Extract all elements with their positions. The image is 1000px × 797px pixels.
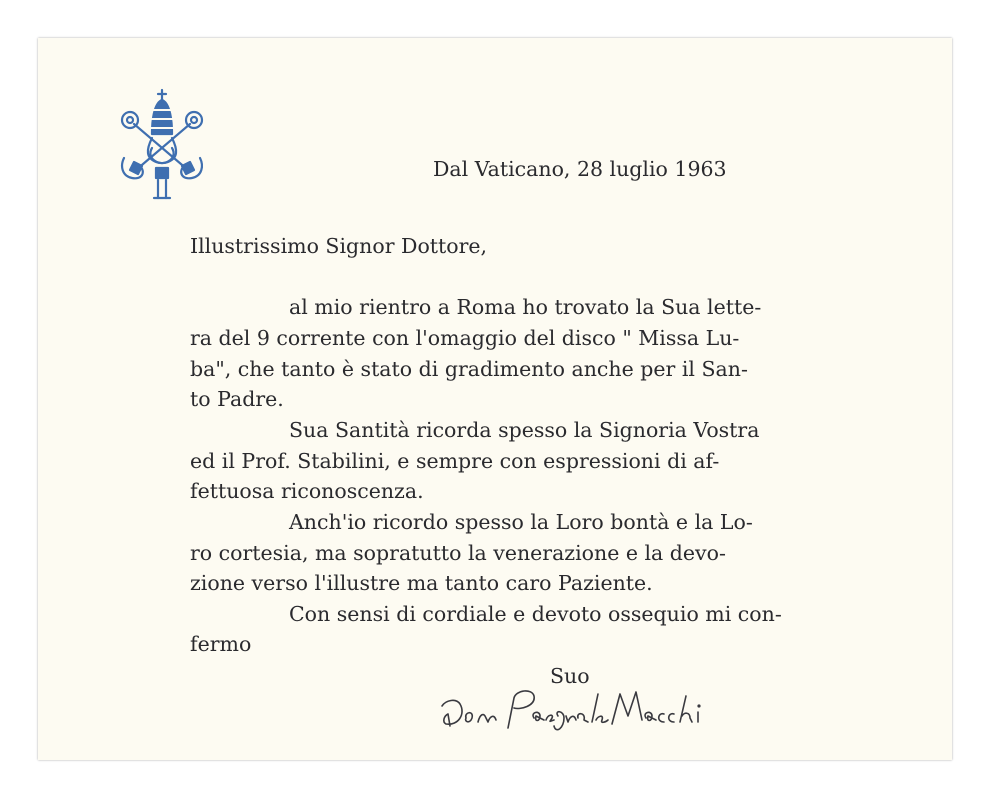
body-line: al mio rientro a Roma ho trovato la Sua lette-: [289, 295, 762, 319]
body-line: zione verso l'illustre ma tanto caro Paziente.: [190, 571, 653, 595]
handwritten-signature: [436, 676, 836, 736]
body-line: ro cortesia, ma sopratutto la venerazione e la devo-: [190, 541, 726, 565]
body-line: Sua Santità ricorda spesso la Signoria Vostra: [289, 418, 760, 442]
body-line: ed il Prof. Stabilini, e sempre con espressioni di af-: [190, 449, 720, 473]
body-line: ra del 9 corrente con l'omaggio del disco " Missa Lu-: [190, 326, 740, 350]
body-line: ba", che tanto è stato di gradimento anche per il San-: [190, 357, 748, 381]
body-line: fermo: [190, 632, 252, 656]
body-line: fettuosa riconoscenza.: [190, 479, 424, 503]
salutation: Illustrissimo Signor Dottore,: [190, 234, 488, 258]
place-date: Dal Vaticano, 28 luglio 1963: [433, 157, 727, 181]
papal-coat-of-arms-icon: [116, 88, 208, 202]
body-line: Anch'io ricordo spesso la Loro bontà e la Lo-: [289, 510, 753, 534]
body-line: to Padre.: [190, 387, 284, 411]
body-line: Con sensi di cordiale e devoto ossequio mi con-: [289, 602, 782, 626]
closing: Suo: [550, 664, 590, 688]
